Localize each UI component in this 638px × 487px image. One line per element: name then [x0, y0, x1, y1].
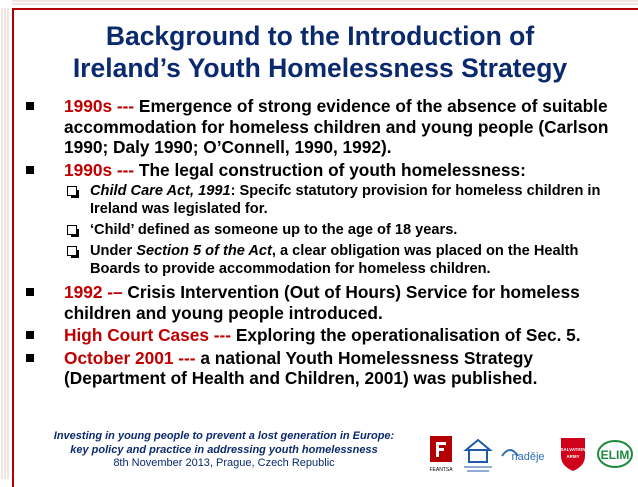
title-line-1: Background to the Introduction of — [105, 21, 535, 51]
bullet-text: Exploring the operationalisation of Sec. 5. — [231, 325, 581, 345]
square-bullet-icon — [26, 102, 34, 110]
slide-title — [14, 20, 626, 84]
frame-border-top — [12, 8, 638, 10]
bullet-text: Crisis Intervention (Out of Hours) Service for homeless children and young people introduced. — [64, 282, 580, 323]
svg-text:FEANTSA: FEANTSA — [429, 467, 453, 473]
bullet-item-october-2001 — [24, 348, 630, 389]
bullet-item-1990s-legal — [24, 160, 630, 181]
bullet-item-1992 — [24, 282, 630, 323]
sub-bullet-child-definition — [24, 221, 630, 239]
checkbox-bullet-icon — [67, 186, 77, 196]
footer-line-1: Investing in young people to prevent a lost generation in Europe: — [53, 430, 395, 442]
bullet-highlight: 1992 -– — [64, 282, 123, 302]
bullet-text: Emergence of strong evidence of the absence of suitable accommodation for homeless children and young people (Carlson 1990; Daly 1990; O’Connell, 1990, 1992). — [64, 96, 609, 157]
checkbox-bullet-icon — [67, 225, 77, 235]
svg-text:naděje: naděje — [511, 451, 545, 463]
sub-bullet-text: , a clear obligation was placed on the Health Boards to provide accommodation for homeless children. — [90, 243, 579, 277]
title-line-2: Ireland’s Youth Homelessness Strategy — [72, 53, 568, 83]
bullet-item-1990s-evidence — [24, 96, 630, 158]
svg-text:ARMY: ARMY — [566, 454, 580, 459]
sub-bullet-italic: Section 5 of the Act — [136, 243, 272, 259]
checkbox-bullet-icon — [67, 246, 77, 256]
sub-bullet-pre: Under — [90, 243, 137, 259]
svg-text:SALVATION: SALVATION — [560, 447, 586, 452]
bullet-highlight: 1990s --- — [64, 96, 135, 116]
svg-text:ELIM: ELIM — [600, 448, 630, 462]
conference-footer — [44, 430, 404, 471]
square-bullet-icon — [26, 166, 34, 174]
footer-line-3: 8th November 2013, Prague, Czech Republic — [113, 457, 335, 469]
nadeje-logo — [500, 434, 550, 474]
sub-bullet-text: ‘Child’ defined as someone up to the age of 18 years. — [90, 222, 458, 238]
european-network-logo — [460, 434, 496, 474]
elim-logo — [596, 434, 634, 474]
square-bullet-icon — [26, 288, 34, 296]
partner-logos — [426, 430, 636, 476]
salvation-army-logo — [556, 434, 590, 474]
bullet-item-high-court — [24, 325, 630, 346]
square-bullet-icon — [26, 331, 34, 339]
square-bullet-icon — [26, 354, 34, 362]
bullet-highlight: 1990s --- — [64, 159, 135, 180]
bullet-text: a national Youth Homelessness Strategy (Department of Health and Children, 2001) was published. — [64, 347, 538, 388]
bullet-list — [24, 96, 630, 391]
bullet-highlight: High Court Cases --- — [64, 325, 232, 345]
bullet-highlight: October 2001 --- — [64, 347, 196, 368]
sub-bullet-child-care-act — [24, 182, 630, 218]
bullet-text: The legal construction of youth homelessness: — [134, 159, 526, 180]
sub-bullet-text: : Specifc statutory provision for homeless children in Ireland was legislated for. — [90, 183, 601, 217]
feantsa-logo — [426, 434, 456, 474]
sub-bullet-section-5 — [24, 242, 630, 278]
left-frame-stripes — [0, 0, 10, 479]
sub-bullet-italic: Child Care Act, 1991 — [90, 183, 231, 199]
footer-line-2: key policy and practice in addressing youth homelessness — [70, 443, 378, 456]
